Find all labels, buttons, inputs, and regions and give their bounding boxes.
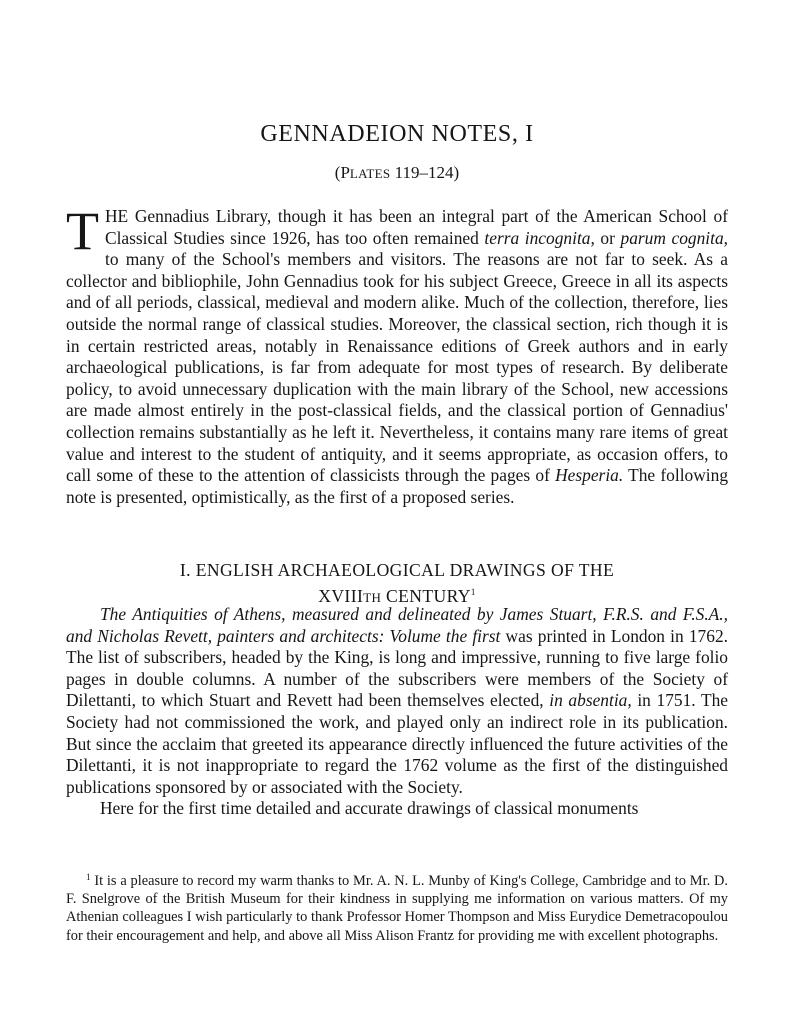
section-body: [66, 604, 728, 820]
section-heading: I. ENGLISH ARCHAEOLOGICAL DRAWINGS OF THE XVIIITH CENTURY$^1$: [179, 560, 615, 606]
footnote-number: 1: [86, 872, 91, 882]
footnote-marker: 1: [470, 587, 476, 597]
drop-cap: T: [66, 201, 99, 261]
intro-paragraph: THE Gennadius Library, though it has been an integral part of the American School of Classical Studies since 1926, has too often remained terra incognita, or parum cognita, to many of the School's members and visitors. The reasons are not far to seek. As a collector and bibliophile, John Gennadius took for his subject Greece, Greece in all its aspects and of all periods, classical, medieval and modern alike. Much of the collection, therefore, lies outside the normal range of classical studies. Moreover, the classical section, rich though it is in certain restricted areas, notably in Renaissance editions of Greek authors and in early archaeological publications, is far from adequate for most types of research. By deliberate policy, to avoid unnecessary duplication with the main library of the School, new accessions are made almost entirely in the post-classical fields, and the classical portion of Gennadius' collection remains substantially as he left it. Nevertheless, it contains many rare items of great value and interest to the student of antiquity, and it seems appropriate, as occasion offers, to call some of these to the attention of classicists through the pages of Hesperia. The following note is presented, optimistically, as the first of a proposed series.: [66, 201, 729, 507]
plates-reference: (PLATES 119–124): [334, 163, 460, 182]
footnote: $^1$ It is a pleasure to record my warm thanks to Mr. A. N. L. Munby of King's College, Cambridge and to Mr. D. F. Snelgrove of the British Museum for their kindness in supplying me information on various matters. Of my Athenian colleagues I wish particularly to thank Professor Homer Thompson and Miss Eurydice Demetracopoulou for their encouragement and help, and above all Miss Alison Frantz for providing me with excellent photographs.: [66, 872, 728, 944]
section-paragraph-1: The Antiquities of Athens, measured and delineated by James Stuart, F.R.S. and F.S.A., and Nicholas Revett, painters and architects: Volume the first was printed in London in 1762. The list of subscribers, headed by the King, is long and impressive, running to five large folio pages in double columns. A number of the subscribers were members of the Society of Dilettanti, to which Stuart and Revett had been themselves elected, in absentia, in 1751. The Society had not commissioned the work, and played only an indirect role in its publication. But since the acclaim that greeted its appearance directly influenced the future activities of the Dilettanti, it is not inappropriate to regard the 1762 volume as the first of the distinguished publications sponsored by or associated with the Society.: [66, 604, 729, 797]
article-page: [66, 0, 728, 1024]
article-title: GENNADEION NOTES, I: [260, 121, 534, 147]
section-paragraph-2: Here for the first time detailed and accurate drawings of classical monuments: [100, 798, 639, 819]
